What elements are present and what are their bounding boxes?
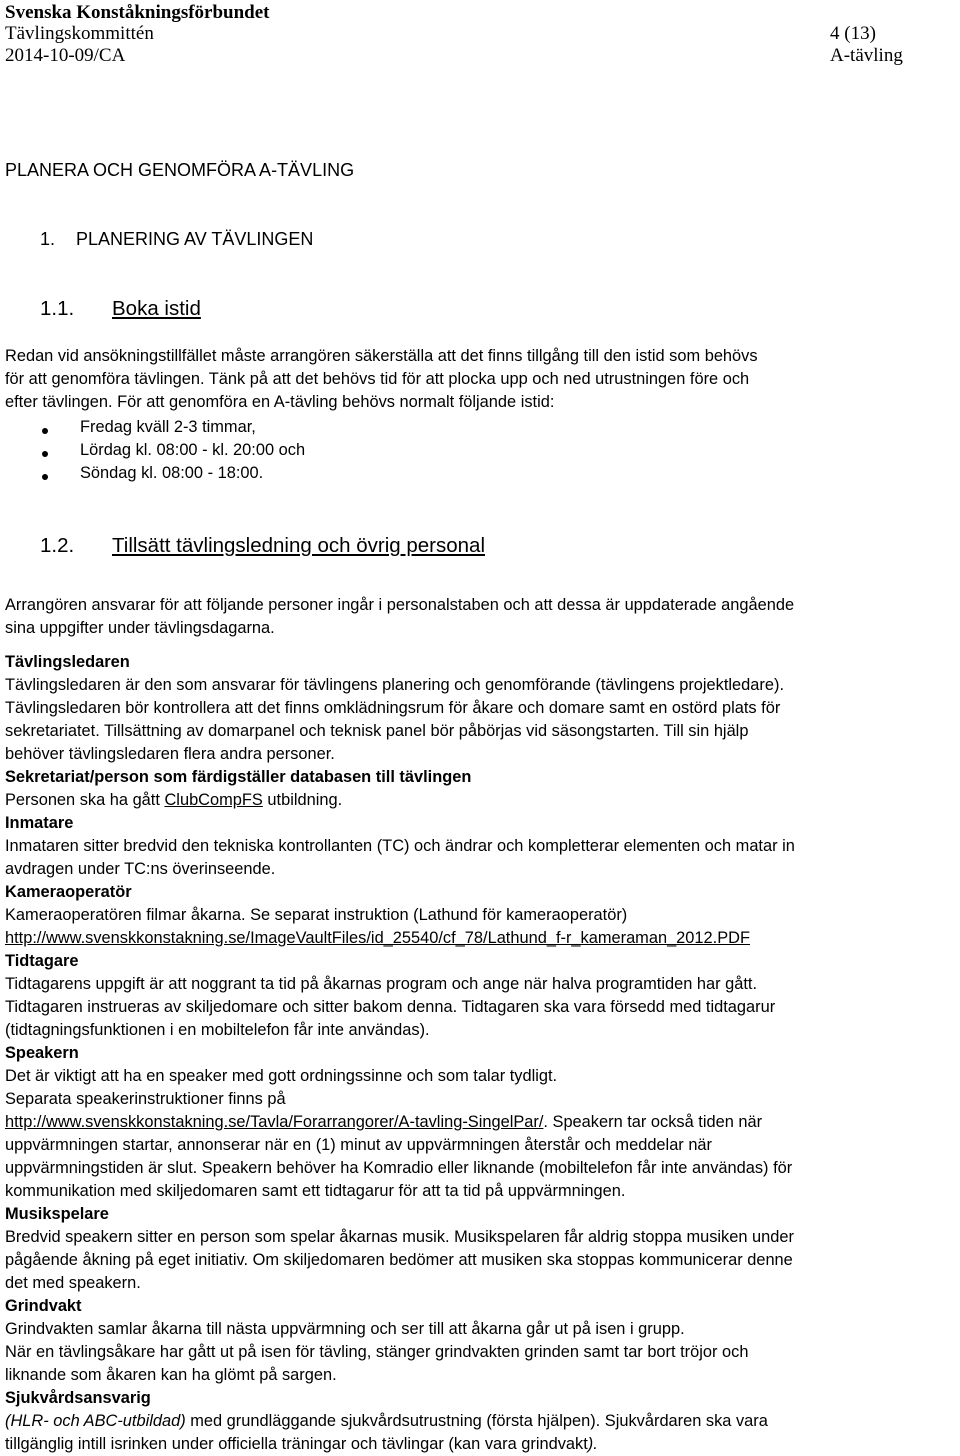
text-line xyxy=(5,1433,959,1456)
text-fragment: ). xyxy=(587,1435,598,1453)
text-line: Separata speakerinstruktioner finns på xyxy=(5,1090,286,1108)
text-fragment: Personen ska ha gått xyxy=(5,791,165,809)
text-line: det med speakern. xyxy=(5,1274,141,1292)
text-line: pågående åkning på eget initiativ. Om skiljedomaren bedömer att musiken ska stoppas kommunicerar denne xyxy=(5,1251,793,1269)
text-line: avdragen under TC:ns överinseende. xyxy=(5,860,276,878)
bullet-icon xyxy=(42,428,48,434)
committee-name: Tävlingskommittén xyxy=(5,23,154,44)
subsection-number: 1.1. xyxy=(40,297,75,320)
text-line: sekretariatet. Tillsättning av domarpanel och teknisk panel bör påbörjas vid säsongstarten. Till sin hjälp xyxy=(5,722,749,740)
section-number: 1. xyxy=(40,229,56,249)
text-line: efter tävlingen. För att genomföra en A-tävling behövs normalt följande istid: xyxy=(5,393,555,411)
text-line xyxy=(5,1410,959,1433)
text-line xyxy=(5,1111,959,1134)
text-line: Det är viktigt att ha en speaker med gott ordningssinne och som talar tydligt. xyxy=(5,1067,558,1085)
text-line: liknande som åkaren kan ha glömt på sargen. xyxy=(5,1366,337,1384)
subsection-title: Tillsätt tävlingsledning och övrig personal xyxy=(112,534,485,557)
page-number: 4 (13) xyxy=(830,23,876,44)
role-heading: Speakern xyxy=(5,1044,79,1062)
paragraph-istid xyxy=(5,345,959,414)
role-heading: Tävlingsledaren xyxy=(5,653,130,671)
text-line: för att genomföra tävlingen. Tänk på att det behövs tid för att plocka upp och ned utrustningen före och xyxy=(5,370,750,388)
text-fragment: (HLR- och ABC-utbildad) xyxy=(5,1412,186,1430)
text-line: Tidtagarens uppgift är att noggrant ta tid på åkarnas program och ange när halva programtiden har gått. xyxy=(5,975,758,993)
list-item: Söndag kl. 08:00 - 18:00. xyxy=(80,464,264,482)
text-line: Redan vid ansökningstillfället måste arrangören säkerställa att det finns tillgång till den istid som behövs xyxy=(5,347,758,365)
doc-ref: 2014-10-09/CA xyxy=(5,45,126,66)
role-heading: Sjukvårdsansvarig xyxy=(5,1389,151,1407)
text-line: Arrangören ansvarar för att följande personer ingår i personalstaben och att dessa är uppdaterade angående xyxy=(5,596,795,614)
text-line: uppvärmningstiden är slut. Speakern behöver ha Komradio eller liknande (mobiltelefon får inte användas) för xyxy=(5,1159,793,1177)
speaker-link[interactable]: http://www.svenskkonstakning.se/Tavla/Forarrangorer/A-tavling-SingelPar/ xyxy=(5,1113,544,1131)
text-line: Tidtagaren instrueras av skiljedomare och sitter bakom denna. Tidtagaren ska vara försedd med tidtagarur xyxy=(5,998,776,1016)
role-heading: Inmatare xyxy=(5,814,74,832)
text-line: Bredvid speakern sitter en person som spelar åkarnas musik. Musikspelaren får aldrig stoppa musiken under xyxy=(5,1228,794,1246)
roles-section xyxy=(5,651,959,1456)
section-title: PLANERING AV TÄVLINGEN xyxy=(76,229,314,249)
paragraph-intro xyxy=(5,594,959,640)
list-item: Lördag kl. 08:00 - kl. 20:00 och xyxy=(80,441,306,459)
role-heading: Grindvakt xyxy=(5,1297,82,1315)
kameraoperator-link[interactable]: http://www.svenskkonstakning.se/ImageVaultFiles/id_25540/cf_78/Lathund_f-r_kameraman_2012.PDF xyxy=(5,929,750,947)
bullet-icon xyxy=(42,474,48,480)
text-line: Grindvakten samlar åkarna till nästa uppvärmning och ser till att åkarna går ut på isen i grupp. xyxy=(5,1320,685,1338)
text-fragment: . Speakern tar också tiden när xyxy=(543,1113,763,1131)
bullet-icon xyxy=(42,451,48,457)
subsection-number: 1.2. xyxy=(40,534,75,557)
text-line: (tidtagningsfunktionen i en mobiltelefon får inte användas). xyxy=(5,1021,430,1039)
text-line: Inmataren sitter bredvid den tekniska kontrollanten (TC) och ändrar och kompletterar elementen och matar in xyxy=(5,837,795,855)
text-fragment: utbildning. xyxy=(262,791,343,809)
page-title: PLANERA OCH GENOMFÖRA A-TÄVLING xyxy=(5,160,355,180)
subsection-title: Boka istid xyxy=(112,297,201,320)
text-line: När en tävlingsåkare har gått ut på isen för tävling, stänger grindvakten grinden samt tar bort tröjor och xyxy=(5,1343,749,1361)
role-heading: Sekretariat/person som färdigställer databasen till tävlingen xyxy=(5,768,472,786)
text-line: sina uppgifter under tävlingsdagarna. xyxy=(5,619,275,637)
text-line xyxy=(5,789,959,812)
role-heading: Tidtagare xyxy=(5,952,79,970)
text-line: behöver tävlingsledaren flera andra personer. xyxy=(5,745,335,763)
text-fragment: tillgänglig intill isrinken under officiella träningar och tävlingar (kan vara grindvakt xyxy=(5,1435,588,1453)
role-heading: Musikspelare xyxy=(5,1205,109,1223)
text-line: Tävlingsledaren bör kontrollera att det finns omklädningsrum för åkare och domare samt en ostörd plats för xyxy=(5,699,781,717)
clubcompfs-link[interactable]: ClubCompFS xyxy=(164,791,263,809)
text-line: Tävlingsledaren är den som ansvarar för tävlingens planering och genomförande (tävlingens projektledare). xyxy=(5,676,784,694)
list-item: Fredag kväll 2-3 timmar, xyxy=(80,418,256,436)
text-line: uppvärmningen startar, annonserar när en (1) minut av uppvärmningen återstår och meddelar när xyxy=(5,1136,713,1154)
role-heading: Kameraoperatör xyxy=(5,883,132,901)
text-fragment: med grundläggande sjukvårdsutrustning (första hjälpen). Sjukvårdaren ska vara xyxy=(185,1412,768,1430)
doc-type: A-tävling xyxy=(830,45,903,66)
text-line: kommunikation med skiljedomaren samt ett tidtagarur för att ta tid på uppvärmningen. xyxy=(5,1182,626,1200)
text-line: Kameraoperatören filmar åkarna. Se separat instruktion (Lathund för kameraoperatör) xyxy=(5,906,628,924)
org-name: Svenska Konståkningsförbundet xyxy=(5,2,270,23)
